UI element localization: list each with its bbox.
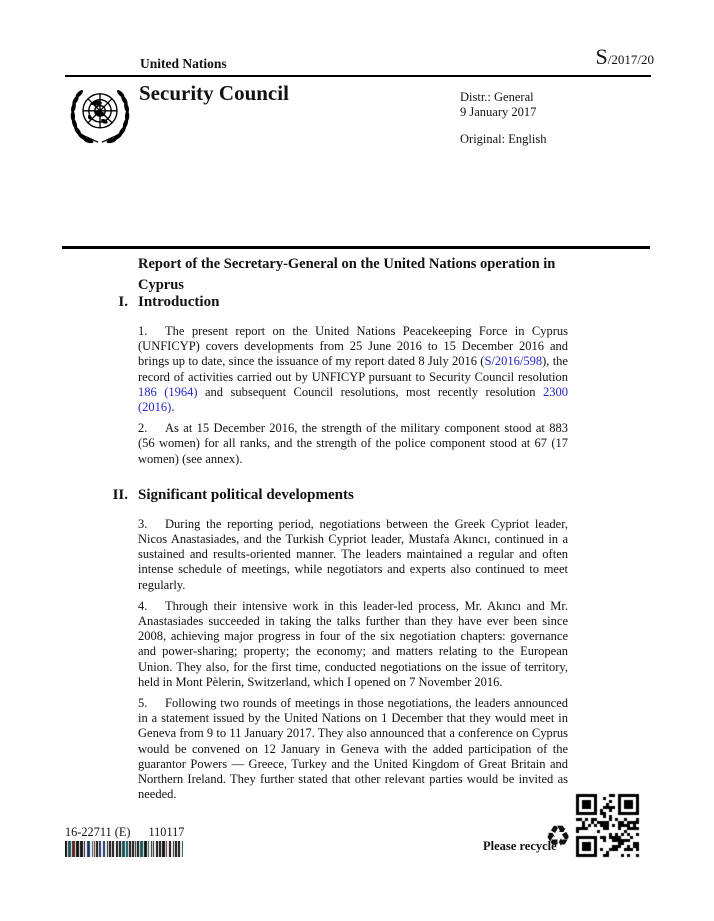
paragraph-number: 5. bbox=[138, 696, 148, 711]
document-body bbox=[112, 294, 569, 808]
distribution-block bbox=[460, 90, 546, 147]
section-heading: Introduction bbox=[138, 294, 220, 310]
un-emblem-icon bbox=[66, 83, 134, 145]
paragraph bbox=[138, 421, 568, 467]
section-numeral: II. bbox=[112, 486, 128, 503]
qr-code bbox=[575, 793, 640, 858]
document-symbol-suffix: /2017/20 bbox=[607, 52, 654, 67]
masthead-rule bbox=[65, 75, 651, 77]
document-link[interactable]: S/2016/598 bbox=[484, 354, 543, 369]
document-title: Report of the Secretary-General on the United Nations operation in Cyprus bbox=[138, 256, 556, 293]
text-run: During the reporting period, negotiations between the Greek Cypriot leader, Nicos Anastasiades, and the Turkish Cypriot leader, Mustafa Akıncı, continued in a sustained and results-oriented manner. The leaders maintained a regular and often intense schedule of meetings, while negotiators and experts also continued to meet regularly. bbox=[138, 516, 568, 592]
title-rule bbox=[62, 246, 650, 249]
paragraph bbox=[138, 324, 568, 415]
paragraph-number: 4. bbox=[138, 598, 148, 613]
paragraph-number: 1. bbox=[138, 324, 148, 338]
section-heading: Significant political developments bbox=[138, 486, 354, 503]
recycle-label: Please recycle bbox=[483, 839, 557, 853]
job-number: 16-22711 (E) bbox=[65, 825, 131, 839]
text-run: Through their intensive work in this leader-led process, Mr. Akıncı and Mr. Anastasiades succeeded in taking the talks further than they have ever been since 2008, achieving major progress in four of the six negotiation chapters: governance and power-sharing; property; the economy; and matters relating to the European Union. They also, for the first time, conducted negotiations on the issue of territory, held in Mont Pèlerin, Switzerland, which I opened on 7 November 2016. bbox=[138, 598, 568, 689]
document-link[interactable]: 186 (1964) bbox=[138, 384, 198, 399]
text-run: . bbox=[171, 400, 175, 415]
document-symbol bbox=[596, 44, 654, 70]
paragraph bbox=[138, 696, 568, 802]
paragraph bbox=[138, 599, 568, 690]
document-symbol-prefix: S bbox=[595, 44, 608, 69]
text-run: Following two rounds of meetings in those negotiations, the leaders announced in a statement issued by the United Nations on 1 December that they would meet in Geneva from 9 to 11 January 2017. They also announced that a conference on Cyprus would be convened on 12 January in Geneva with the added participation of the guarantor Powers — Greece, Turkey and the United Kingdom of Great Britain and Northern Ireland. They further stated that other relevant parties would be invited as needed. bbox=[138, 696, 568, 802]
organ-title: Security Council bbox=[139, 81, 289, 105]
distr-date: 9 January 2017 bbox=[460, 105, 537, 119]
org-name: United Nations bbox=[140, 56, 227, 71]
distr-label: Distr.: General bbox=[460, 90, 534, 104]
footer-date-code: 110117 bbox=[148, 825, 185, 839]
text-run: ), the record of activities carried out by UNFICYP pursuant to Security Council resolution bbox=[138, 354, 568, 384]
text-run: As at 15 December 2016, the strength of the military component stood at 883 (56 women) for all ranks, and the strength of the police component stood at 67 (17 women) (see annex). bbox=[138, 421, 568, 466]
paragraph-number: 3. bbox=[138, 516, 148, 531]
section-numeral: I. bbox=[118, 294, 128, 310]
section-heading-row bbox=[118, 294, 568, 311]
barcode bbox=[65, 841, 183, 857]
recycle-icon: ♻ bbox=[545, 819, 571, 853]
document-link[interactable]: 2300 (2016) bbox=[138, 384, 569, 415]
section-heading-row bbox=[112, 486, 568, 504]
text-run: and subsequent Council resolutions, most recently resolution bbox=[197, 384, 544, 399]
paragraph bbox=[138, 517, 568, 593]
job-number-line bbox=[65, 825, 184, 840]
paragraph-number: 2. bbox=[138, 421, 148, 436]
original-language: Original: English bbox=[460, 132, 547, 146]
text-run: The present report on the United Nations Peacekeeping Force in Cyprus (UNFICYP) covers developments from 25 June 2016 to 15 December 2016 and brings up to date, since the issuance of my report dated 8 July 2016 ( bbox=[138, 324, 568, 369]
